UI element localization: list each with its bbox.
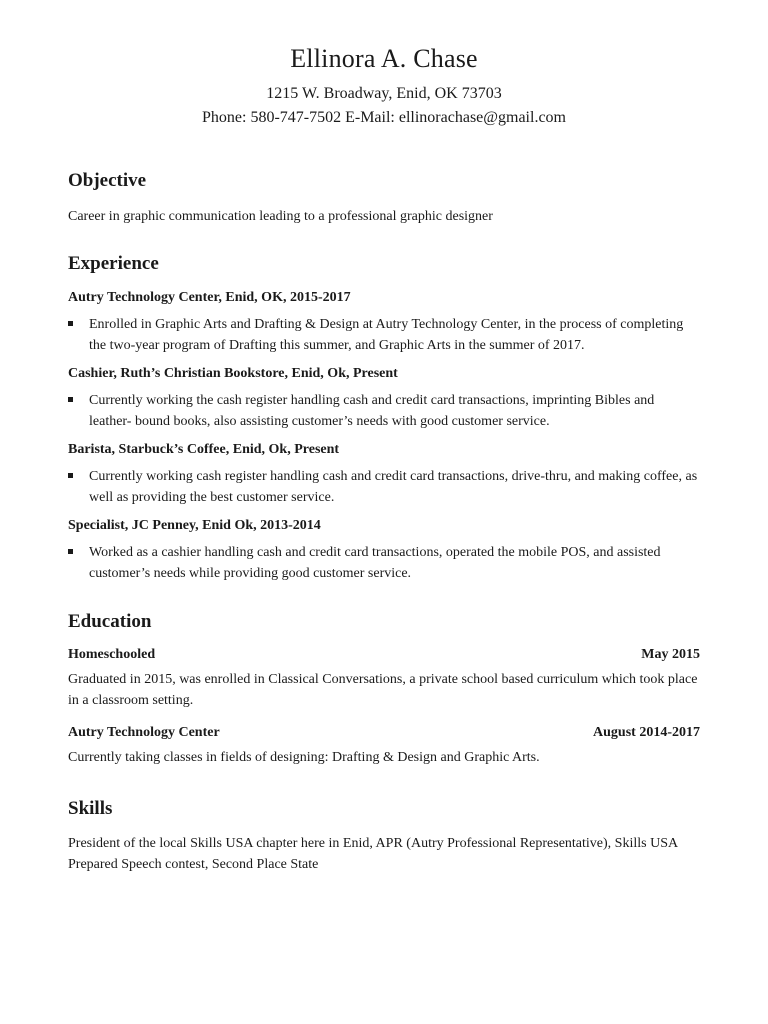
job-title: Barista, Starbuck’s Coffee, Enid, Ok, Present xyxy=(68,442,340,457)
job-title: Autry Technology Center, Enid, OK, 2015-2017 xyxy=(68,290,351,305)
job-bullet xyxy=(68,390,700,432)
education-entry-header xyxy=(68,722,700,743)
job-entry xyxy=(68,287,700,356)
job-bullet-list xyxy=(68,314,700,356)
job-entry xyxy=(68,515,700,584)
square-bullet-icon xyxy=(68,321,73,326)
education-heading: Education xyxy=(68,611,152,632)
square-bullet-icon xyxy=(68,397,73,402)
experience-section xyxy=(68,253,700,584)
job-entry xyxy=(68,439,700,508)
address-line: 1215 W. Broadway, Enid, OK 73703 xyxy=(266,85,502,102)
skills-heading: Skills xyxy=(68,798,113,819)
contact-line: Phone: 580-747-7502 E-Mail: ellinorachase@gmail.com xyxy=(202,109,566,126)
job-bullet-text: Worked as a cashier handling cash and credit card transactions, operated the mobile POS, and assisted customer’s needs while providing good customer service. xyxy=(89,545,661,581)
objective-section xyxy=(68,170,700,227)
job-bullet xyxy=(68,542,700,584)
education-entry-header xyxy=(68,644,700,665)
job-title: Specialist, JC Penney, Enid Ok, 2013-2014 xyxy=(68,518,321,533)
education-entry xyxy=(68,644,700,711)
job-bullet-list xyxy=(68,390,700,432)
education-date: May 2015 xyxy=(641,647,700,662)
education-section xyxy=(68,611,700,768)
resume-header xyxy=(68,0,700,130)
education-entry xyxy=(68,722,700,768)
job-bullet-list xyxy=(68,542,700,584)
job-entry xyxy=(68,363,700,432)
objective-heading: Objective xyxy=(68,170,147,191)
skills-section xyxy=(68,798,700,875)
job-bullet-text: Enrolled in Graphic Arts and Drafting & Design at Autry Technology Center, in the process of completing the two-year program of Drafting this summer, and Graphic Arts in the summer of 2017. xyxy=(89,317,684,353)
job-bullet-text: Currently working the cash register handling cash and credit card transactions, imprinting Bibles and leather- bound books, also assisting customer’s needs with good customer service. xyxy=(89,393,655,429)
square-bullet-icon xyxy=(68,473,73,478)
school-name: Homeschooled xyxy=(68,647,156,662)
experience-heading: Experience xyxy=(68,253,159,274)
job-bullet-list xyxy=(68,466,700,508)
education-date: August 2014-2017 xyxy=(593,725,700,740)
job-bullet xyxy=(68,466,700,508)
school-name: Autry Technology Center xyxy=(68,725,220,740)
job-title: Cashier, Ruth’s Christian Bookstore, Enid, Ok, Present xyxy=(68,366,398,381)
skills-text: President of the local Skills USA chapter here in Enid, APR (Autry Professional Representative), Skills USA Prepared Speech contest, Second Place State xyxy=(68,836,678,872)
applicant-name: Ellinora A. Chase xyxy=(290,44,478,73)
education-description: Graduated in 2015, was enrolled in Classical Conversations, a private school based curriculum which took place in a classroom setting. xyxy=(68,672,698,708)
job-bullet-text: Currently working cash register handling cash and credit card transactions, drive-thru, and making coffee, as well as providing the best customer service. xyxy=(89,469,698,505)
education-description: Currently taking classes in fields of designing: Drafting & Design and Graphic Arts. xyxy=(68,750,540,765)
job-bullet xyxy=(68,314,700,356)
square-bullet-icon xyxy=(68,549,73,554)
objective-text: Career in graphic communication leading to a professional graphic designer xyxy=(68,209,493,224)
